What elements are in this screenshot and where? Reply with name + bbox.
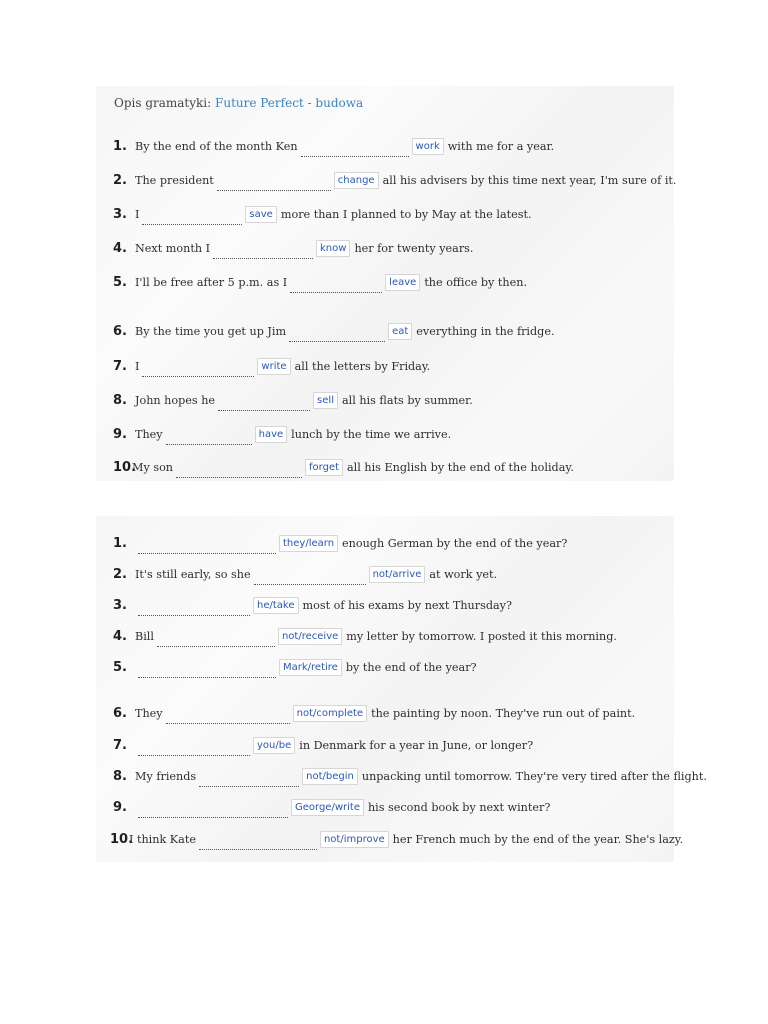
- item-number: 4.: [113, 628, 127, 644]
- verb-hint: sell: [313, 392, 338, 409]
- answer-blank[interactable]: [289, 325, 385, 342]
- exercise-1-item-9: [113, 424, 451, 444]
- grammar-header: [114, 96, 363, 110]
- exercise-1-item-10: [113, 457, 574, 477]
- answer-blank[interactable]: [138, 537, 276, 554]
- item-text-after: everything in the fridge.: [416, 324, 555, 338]
- exercise-1-item-1: [113, 136, 554, 156]
- answer-blank[interactable]: [138, 661, 276, 678]
- item-text-after: all his English by the end of the holiday.: [347, 460, 574, 474]
- answer-blank[interactable]: [213, 242, 313, 259]
- item-text-before: John hopes he: [135, 393, 216, 407]
- item-text-before: By the end of the month Ken: [135, 139, 298, 153]
- verb-hint: not/receive: [278, 628, 342, 645]
- item-number: 9.: [113, 426, 127, 442]
- exercise-1-item-4: [113, 238, 473, 258]
- verb-hint: eat: [388, 323, 412, 340]
- item-number: 2.: [113, 172, 127, 188]
- item-number: 8.: [113, 392, 127, 408]
- answer-blank[interactable]: [166, 707, 290, 724]
- item-text-after: unpacking until tomorrow. They're very tired after the flight.: [361, 769, 707, 783]
- verb-hint: know: [316, 240, 350, 257]
- exercise-1-item-5: [113, 272, 527, 292]
- item-text-after: all his advisers by this time next year, I'm sure of it.: [382, 173, 677, 187]
- answer-blank[interactable]: [142, 208, 242, 225]
- item-text-after: most of his exams by next Thursday?: [302, 598, 512, 612]
- item-number: 10.: [113, 459, 137, 475]
- item-text-before: They: [135, 427, 163, 441]
- item-text-after: at work yet.: [429, 567, 498, 581]
- verb-hint: not/improve: [320, 831, 389, 848]
- item-number: 7.: [113, 737, 127, 753]
- answer-blank[interactable]: [142, 360, 254, 377]
- item-text-after: the office by then.: [424, 275, 528, 289]
- item-number: 1.: [113, 535, 127, 551]
- item-number: 4.: [113, 240, 127, 256]
- exercise-2-item-2: [113, 564, 497, 584]
- item-text-after: her for twenty years.: [354, 241, 474, 255]
- exercise-2-item-5: [113, 657, 477, 677]
- item-text-before: My son: [132, 460, 174, 474]
- item-number: 8.: [113, 768, 127, 784]
- answer-blank[interactable]: [157, 630, 275, 647]
- item-text-before: Bill: [135, 629, 154, 643]
- item-text-before: I: [135, 207, 140, 221]
- answer-blank[interactable]: [166, 428, 252, 445]
- item-text-before: They: [135, 706, 163, 720]
- exercise-1-item-3: [113, 204, 532, 224]
- item-text-after: in Denmark for a year in June, or longer?: [299, 738, 534, 752]
- item-text-before: Next month I: [135, 241, 210, 255]
- exercise-2-item-1: [113, 533, 567, 553]
- verb-hint: change: [334, 172, 379, 189]
- verb-hint: write: [257, 358, 290, 375]
- exercise-2-item-6: [113, 703, 635, 723]
- header-label: Opis gramatyki:: [114, 96, 216, 110]
- answer-blank[interactable]: [199, 770, 299, 787]
- item-number: 3.: [113, 597, 127, 613]
- grammar-link[interactable]: Future Perfect - budowa: [215, 96, 364, 110]
- answer-blank[interactable]: [217, 174, 331, 191]
- item-text-before: I: [135, 359, 140, 373]
- answer-blank[interactable]: [254, 568, 366, 585]
- answer-blank[interactable]: [218, 394, 310, 411]
- verb-hint: forget: [305, 459, 343, 476]
- item-text-after: more than I planned to by May at the latest.: [280, 207, 532, 221]
- item-text-after: with me for a year.: [447, 139, 555, 153]
- verb-hint: not/complete: [293, 705, 367, 722]
- exercise-2-item-4: [113, 626, 617, 646]
- item-number: 3.: [113, 206, 127, 222]
- item-text-before: I'll be free after 5 p.m. as I: [135, 275, 288, 289]
- answer-blank[interactable]: [138, 599, 250, 616]
- exercise-2-item-7: [113, 735, 533, 755]
- item-text-before: By the time you get up Jim: [135, 324, 287, 338]
- verb-hint: he/take: [253, 597, 299, 614]
- answer-blank[interactable]: [138, 739, 250, 756]
- answer-blank[interactable]: [199, 833, 317, 850]
- item-number: 2.: [113, 566, 127, 582]
- item-text-before: My friends: [135, 769, 197, 783]
- answer-blank[interactable]: [301, 140, 409, 157]
- exercise-1-item-2: [113, 170, 677, 190]
- item-text-after: his second book by next winter?: [367, 800, 551, 814]
- verb-hint: have: [255, 426, 288, 443]
- item-number: 5.: [113, 659, 127, 675]
- exercise-1-item-6: [113, 321, 555, 341]
- verb-hint: they/learn: [279, 535, 338, 552]
- item-text-after: all his flats by summer.: [341, 393, 473, 407]
- answer-blank[interactable]: [138, 801, 288, 818]
- exercise-2-item-3: [113, 595, 512, 615]
- verb-hint: Mark/retire: [279, 659, 342, 676]
- item-text-after: the painting by noon. They've run out of paint.: [371, 706, 636, 720]
- item-text-before: It's still early, so she: [135, 567, 251, 581]
- item-number: 5.: [113, 274, 127, 290]
- answer-blank[interactable]: [290, 276, 382, 293]
- exercise-2-item-9: [113, 797, 550, 817]
- exercise-1-item-8: [113, 390, 473, 410]
- item-text-after: enough German by the end of the year?: [342, 536, 568, 550]
- verb-hint: work: [412, 138, 444, 155]
- item-number: 7.: [113, 358, 127, 374]
- item-text-after: all the letters by Friday.: [294, 359, 431, 373]
- item-text-before: I think Kate: [129, 832, 196, 846]
- verb-hint: you/be: [253, 737, 295, 754]
- verb-hint: save: [245, 206, 276, 223]
- exercise-1-item-7: [113, 356, 430, 376]
- item-number: 6.: [113, 323, 127, 339]
- item-text-after: my letter by tomorrow. I posted it this morning.: [346, 629, 617, 643]
- item-number: 9.: [113, 799, 127, 815]
- item-number: 1.: [113, 138, 127, 154]
- item-text-after: her French much by the end of the year. She's lazy.: [392, 832, 684, 846]
- answer-blank[interactable]: [176, 461, 302, 478]
- item-text-after: by the end of the year?: [345, 660, 477, 674]
- exercise-2-item-8: [113, 766, 707, 786]
- verb-hint: George/write: [291, 799, 364, 816]
- item-text-before: The president: [135, 173, 214, 187]
- verb-hint: leave: [385, 274, 420, 291]
- item-text-after: lunch by the time we arrive.: [291, 427, 452, 441]
- verb-hint: not/begin: [302, 768, 358, 785]
- verb-hint: not/arrive: [369, 566, 426, 583]
- item-number: 10.: [110, 831, 134, 847]
- item-number: 6.: [113, 705, 127, 721]
- exercise-2-item-10: [110, 829, 683, 849]
